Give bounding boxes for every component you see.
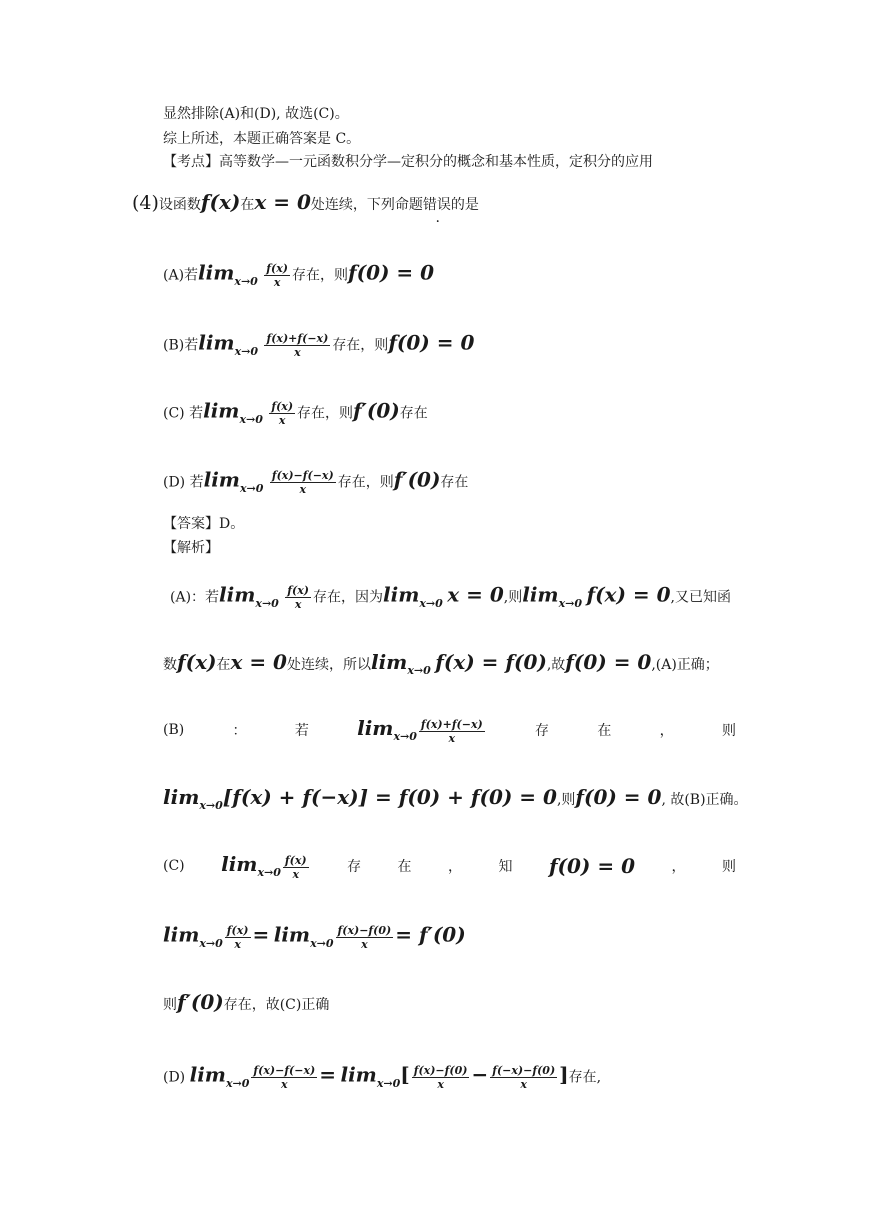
answer-line: 【答案】D。 (163, 516, 245, 532)
option-b: (B)若$\lim_{x\to 0}$ $\frac{f(x)+f(-x)}{x}$ 存在，则f(0) = 0 (163, 330, 475, 359)
analysis-heading: 【解析】 (163, 540, 219, 556)
solution-b-line2: $\lim_{x\to 0}[f(x) + f(-x)] = f(0) + f(0) = 0$,则f(0) = 0, 故(B)正确。 (163, 785, 748, 812)
option-c: (C) 若$\lim_{x\to 0}$ $\frac{f(x)}{x}$ 存在，则f′(0)存在 (163, 398, 428, 427)
text-line-1: 显然排除(A)和(D), 故选(C)。 (163, 106, 349, 122)
option-d: (D) 若$\lim_{x\to 0}$ $\frac{f(x)-f(-x)}{x}$ 存在，则f′(0)存在 (163, 467, 469, 496)
solution-d-line1: (D) $\lim_{x\to 0}$ $\frac{f(x)-f(-x)}{x}$ = $\lim_{x\to 0}$[ $\frac{f(x)-f(0)}{x}$ − $\frac{f(-x)-f(0)}{x}$ ]存在, (163, 1062, 602, 1091)
solution-c-line1: (C) $\lim_{x\to 0}$ $\frac{f(x)}{x}$ 存 在 ， 知 f(0) = 0 ， 则 (163, 852, 736, 881)
solution-a-line2: 数f(x)在x = 0处连续，所以$\lim_{x\to 0} f(x) = f(0)$,故f(0) = 0,(A)正确； (163, 650, 719, 677)
text-line-2: 综上所述，本题正确答案是 C。 (163, 131, 361, 147)
question-4: (4)设函数f(x)在x = 0处连续，下列命题错误的是 (132, 190, 479, 214)
solution-c-line2: $\lim_{x\to 0}$ $\frac{f(x)}{x}$ = $\lim_{x\to 0}$ $\frac{f(x)-f(0)}{x}$ = f′(0) (163, 922, 466, 951)
text-line-3: 【考点】高等数学—一元函数积分学—定积分的概念和基本性质，定积分的应用 (163, 154, 653, 170)
emphasis-error: 错误 (422, 197, 451, 213)
solution-c-line3: 则f′(0)存在，故(C)正确 (163, 990, 330, 1014)
option-a: (A)若$\lim_{x\to 0}$ $\frac{f(x)}{x}$ 存在，则f(0) = 0 (163, 260, 435, 289)
solution-a-line1: (A)：若$\lim_{x\to 0}$ $\frac{f(x)}{x}$ 存在，因为$\lim_{x\to 0} x = 0$,则$\lim_{x\to 0} f(x) = 0$,又已知函 (170, 582, 731, 611)
solution-b-line1: (B) ： 若 $\lim_{x\to 0}$ $\frac{f(x)+f(-x)}{x}$ 存 在 ， 则 (163, 716, 736, 745)
